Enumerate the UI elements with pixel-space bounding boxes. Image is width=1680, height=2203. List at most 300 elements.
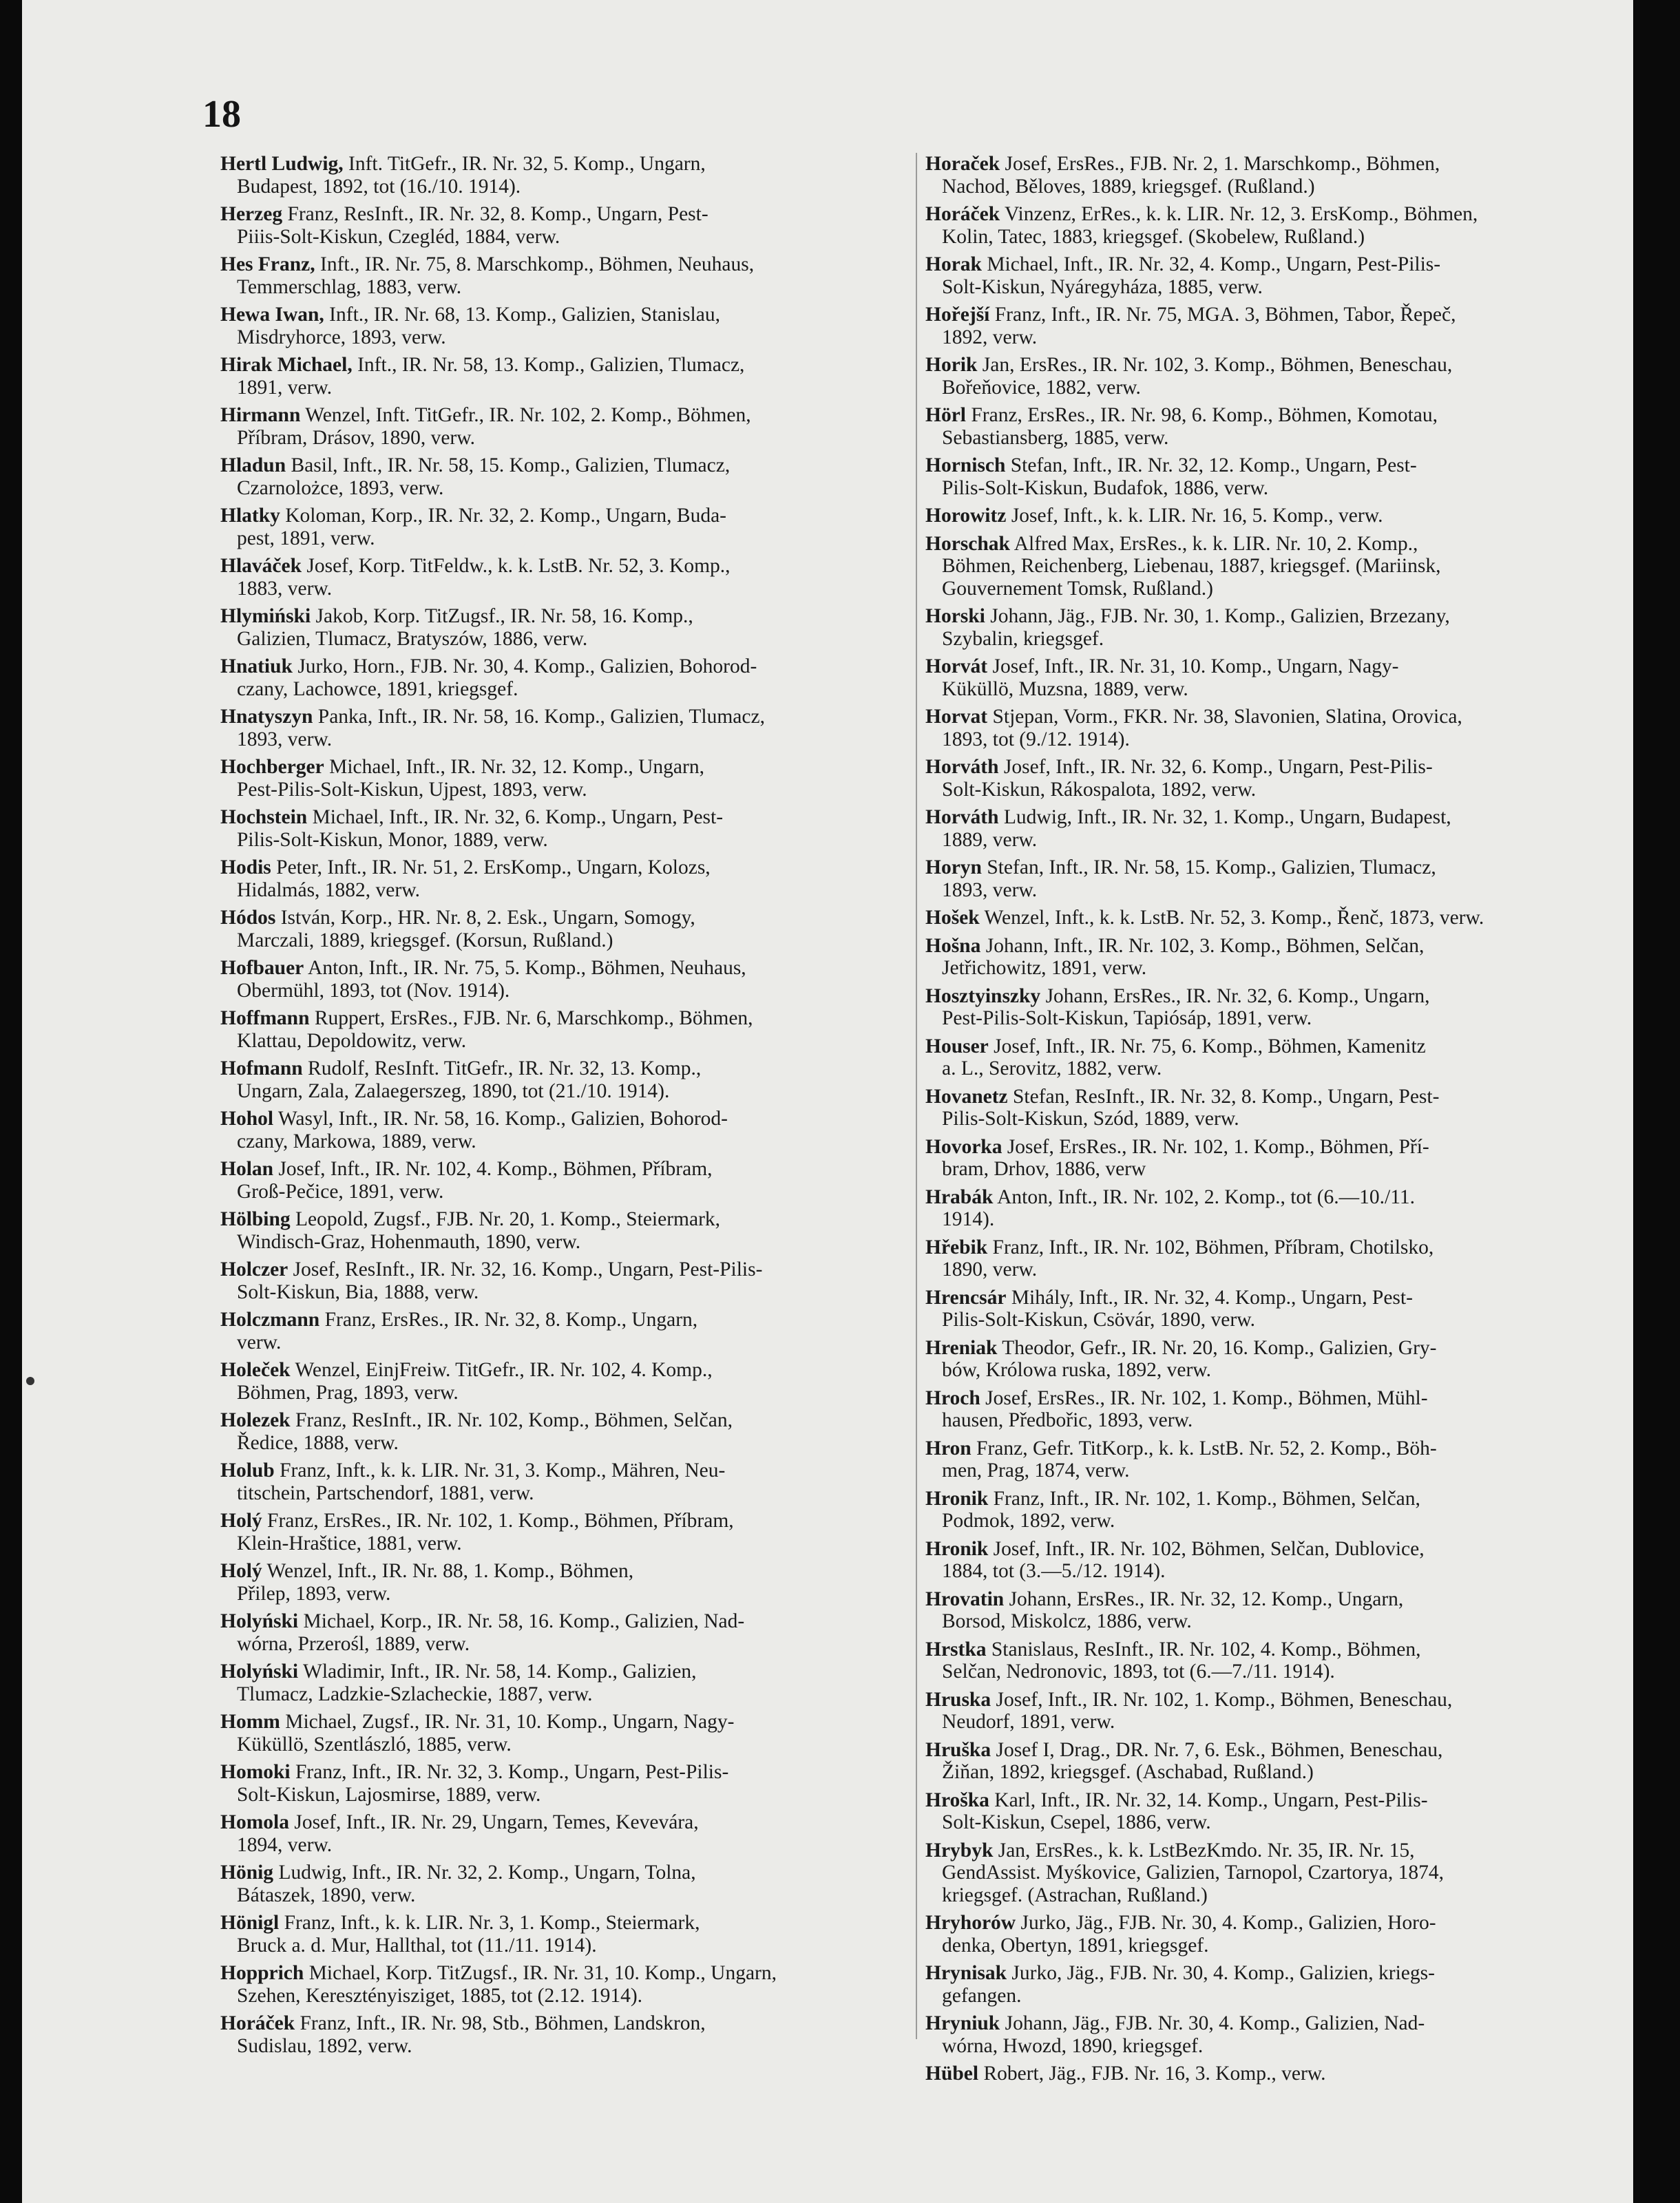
list-item [220, 1811, 909, 1856]
entry-text: Jakob, Korp. TitZugsf., IR. Nr. 58, 16. Komp., [315, 605, 693, 627]
list-item [220, 1560, 909, 1605]
list-item [925, 1638, 1633, 1683]
entry-line [220, 505, 909, 527]
entry-text: Michael, Inft., IR. Nr. 32, 4. Komp., Ungarn, Pest-Pilis- [987, 253, 1441, 275]
entry-text: Bořeňovice, 1882, verw. [942, 376, 1141, 399]
entry-text: 1883, verw. [237, 577, 333, 600]
entry-text: 1892, verw. [942, 326, 1038, 348]
entry-text: Gouvernement Tomsk, Rußland.) [942, 577, 1213, 600]
entry-name: Hroch [925, 1387, 980, 1409]
list-item [925, 2063, 1633, 2085]
entry-text: Michael, Korp. TitZugsf., IR. Nr. 31, 10. Komp., Ungarn, [308, 1962, 777, 1984]
entry-text: Michael, Korp., IR. Nr. 58, 16. Komp., Galizien, Nad- [303, 1610, 745, 1632]
entry-text: Mihály, Inft., IR. Nr. 32, 4. Komp., Ungarn, Pest- [1011, 1286, 1413, 1309]
entry-text: Josef, Inft., IR. Nr. 102, Böhmen, Selčan, Dublovice, [993, 1537, 1425, 1560]
list-item [220, 655, 909, 700]
entry-line [925, 1711, 1633, 1733]
list-item [220, 2012, 909, 2057]
entry-text: verw. [237, 1331, 282, 1353]
entry-line [220, 1510, 909, 1532]
entry-name: Horváth [925, 756, 999, 778]
entry-text: Stefan, Inft., IR. Nr. 32, 12. Komp., Ungarn, Pest- [1010, 454, 1417, 476]
list-item [925, 304, 1633, 348]
entry-line [925, 856, 1633, 879]
entry-text: Franz, ResInft., IR. Nr. 32, 8. Komp., Ungarn, Pest- [287, 203, 708, 225]
entry-name: Hryhorów [925, 1912, 1016, 1934]
list-item [220, 505, 909, 549]
entry-line [220, 1030, 909, 1053]
entry-line [925, 1862, 1633, 1884]
entry-text: 1914). [942, 1208, 995, 1230]
entry-name: Hrynisak [925, 1962, 1007, 1984]
list-item [925, 1962, 1633, 2007]
left-column [220, 153, 909, 2063]
list-item [220, 1007, 909, 1052]
list-item [925, 1236, 1633, 1281]
entry-text: Ludwig, Inft., IR. Nr. 32, 1. Komp., Ungarn, Budapest, [1003, 806, 1451, 828]
entry-line [925, 1409, 1633, 1432]
list-item [220, 706, 909, 750]
entry-line [925, 1588, 1633, 1611]
entry-line [925, 985, 1633, 1008]
entry-text: 1889, verw. [942, 828, 1038, 851]
entry-text: Wenzel, Inft. TitGefr., IR. Nr. 102, 2. Komp., Böhmen, [305, 404, 751, 426]
entry-text: Solt-Kiskun, Rákospalota, 1892, verw. [942, 778, 1257, 801]
entry-text: Windisch-Graz, Hohenmauth, 1890, verw. [237, 1230, 581, 1253]
list-item [220, 756, 909, 801]
entry-line [925, 1560, 1633, 1583]
entry-text: Ruppert, ErsRes., FJB. Nr. 6, Marschkomp., Böhmen, [314, 1007, 753, 1029]
entry-line [220, 477, 909, 500]
entry-text: Wenzel, Inft., k. k. LstB. Nr. 52, 3. Komp., Řenč, 1873, verw. [984, 907, 1484, 929]
entry-text: Pest-Pilis-Solt-Kiskun, Tapiósáp, 1891, verw. [942, 1007, 1312, 1029]
entry-line [925, 935, 1633, 958]
entry-line [220, 706, 909, 728]
list-item [220, 856, 909, 901]
entry-line [925, 2012, 1633, 2035]
entry-name: Hodis [220, 856, 271, 878]
entry-name: Hronik [925, 1487, 989, 1510]
entry-text: Johann, Jäg., FJB. Nr. 30, 1. Komp., Galizien, Brzezany, [990, 605, 1450, 627]
entry-name: Hódos [220, 907, 276, 929]
entry-text: 1894, verw. [237, 1833, 333, 1856]
entry-name: Hrencsár [925, 1286, 1007, 1309]
entry-line [220, 1834, 909, 1857]
entry-text: Wasyl, Inft., IR. Nr. 58, 16. Komp., Galizien, Bohorod- [277, 1108, 728, 1130]
entry-name: Hes Franz, [220, 253, 315, 275]
entry-name: Hošek [925, 907, 980, 929]
entry-text: Solt-Kiskun, Csepel, 1886, verw. [942, 1811, 1211, 1833]
entry-text: 1893, verw. [237, 728, 333, 750]
entry-name: Horschak [925, 532, 1010, 555]
entry-line [220, 1158, 909, 1181]
entry-name: Hruska [925, 1688, 991, 1711]
entry-text: Rudolf, ResInft. TitGefr., IR. Nr. 32, 13. Komp., [308, 1057, 702, 1079]
entry-name: Hlymiński [220, 605, 311, 627]
entry-line [220, 728, 909, 751]
entry-name: Hertl Ludwig, [220, 153, 344, 175]
entry-line [220, 1258, 909, 1281]
entry-text: Přilep, 1893, verw. [237, 1582, 391, 1605]
entry-text: Klattau, Depoldowitz, verw. [237, 1029, 467, 1052]
entry-name: Hreniak [925, 1336, 998, 1359]
entry-name: Hnatiuk [220, 655, 293, 677]
entry-name: Horski [925, 605, 985, 627]
right-column [925, 153, 1633, 2091]
entry-text: Szybalin, kriegsgef. [942, 627, 1104, 650]
entry-name: Horyn [925, 856, 982, 878]
entry-text: Wenzel, EinjFreiw. TitGefr., IR. Nr. 102, 4. Komp., [295, 1359, 713, 1381]
entry-line [220, 1912, 909, 1935]
entry-line [925, 1108, 1633, 1130]
entry-text: men, Prag, 1874, verw. [942, 1459, 1130, 1482]
entry-line [220, 907, 909, 929]
entry-line [220, 1007, 909, 1030]
entry-text: Panka, Inft., IR. Nr. 58, 16. Komp., Galizien, Tlumacz, [317, 706, 765, 728]
entry-line [220, 856, 909, 879]
list-item [220, 1258, 909, 1303]
list-item [925, 454, 1633, 499]
entry-line [220, 1532, 909, 1555]
entry-line [925, 907, 1633, 929]
entry-text: Franz, Inft., k. k. LIR. Nr. 3, 1. Komp., Steiermark, [284, 1912, 700, 1934]
entry-line [925, 1610, 1633, 1633]
entry-line [925, 1884, 1633, 1907]
entry-line [220, 1409, 909, 1432]
entry-line [220, 354, 909, 377]
entry-line [220, 779, 909, 801]
page-number: 18 [202, 93, 241, 136]
entry-text: Franz, Inft., IR. Nr. 75, MGA. 3, Böhmen, Tabor, Řepeč, [994, 304, 1456, 326]
entry-line [925, 377, 1633, 399]
entry-text: pest, 1891, verw. [237, 527, 375, 549]
entry-line [925, 578, 1633, 600]
entry-name: Horak [925, 253, 982, 275]
entry-name: Horáček [220, 2012, 295, 2034]
list-item [220, 1962, 909, 2007]
list-item [925, 203, 1633, 248]
entry-name: Hofbauer [220, 957, 304, 979]
entry-line [220, 1583, 909, 1605]
list-item [925, 1136, 1633, 1181]
entry-line [220, 153, 909, 176]
entry-line [925, 957, 1633, 980]
entry-name: Hosztyinszky [925, 984, 1041, 1007]
entry-line [220, 1130, 909, 1153]
list-item [220, 304, 909, 348]
entry-line [220, 1382, 909, 1404]
entry-text: bów, Królowa ruska, 1892, verw. [942, 1359, 1212, 1381]
list-item [925, 856, 1633, 901]
entry-text: Solt-Kiskun, Nyáregyháza, 1885, verw. [942, 275, 1263, 298]
entry-line [925, 779, 1633, 801]
entry-line [220, 2035, 909, 2058]
list-item [925, 756, 1633, 801]
entry-text: Žiňan, 1892, kriegsgef. (Aschabad, Rußland.) [942, 1761, 1314, 1783]
entry-line [220, 1610, 909, 1633]
list-item [925, 1086, 1633, 1130]
entry-name: Hornisch [925, 454, 1006, 476]
entry-text: Galizien, Tlumacz, Bratyszów, 1886, verw. [237, 627, 588, 650]
list-item [220, 153, 909, 198]
entry-line [925, 326, 1633, 349]
list-item [220, 203, 909, 248]
entry-line [925, 1387, 1633, 1410]
list-item [925, 935, 1633, 980]
entry-line [925, 1912, 1633, 1935]
entry-name: Hirmann [220, 404, 301, 426]
entry-name: Horaček [925, 153, 1000, 175]
list-item [925, 1437, 1633, 1482]
entry-line [925, 1007, 1633, 1030]
entry-name: Holeček [220, 1359, 291, 1381]
entry-text: Podmok, 1892, verw. [942, 1510, 1115, 1532]
entry-line [220, 226, 909, 249]
entry-name: Holyński [220, 1610, 299, 1632]
entry-text: Selčan, Nedronovic, 1893, tot (6.—7./11. 1914). [942, 1661, 1335, 1683]
entry-line [220, 176, 909, 198]
entry-text: Neudorf, 1891, verw. [942, 1711, 1115, 1733]
entry-text: Franz, Inft., k. k. LIR. Nr. 31, 3. Komp., Mähren, Neu- [280, 1459, 726, 1482]
entry-line [925, 1359, 1633, 1382]
entry-name: Horowitz [925, 505, 1007, 527]
entry-name: Hruška [925, 1738, 991, 1761]
entry-line [220, 1962, 909, 1985]
list-item [220, 404, 909, 449]
entry-line [220, 1459, 909, 1482]
entry-text: Franz, ErsRes., IR. Nr. 98, 6. Komp., Böhmen, Komotau, [971, 404, 1438, 426]
entry-line [925, 1186, 1633, 1209]
entry-text: Michael, Inft., IR. Nr. 32, 12. Komp., Ungarn, [329, 756, 704, 778]
entry-line [220, 1761, 909, 1784]
entry-text: Stefan, Inft., IR. Nr. 58, 15. Komp., Galizien, Tlumacz, [987, 856, 1436, 878]
entry-line [925, 1158, 1633, 1181]
entry-text: kriegsgef. (Astrachan, Rußland.) [942, 1884, 1208, 1906]
entry-text: Josef, ErsRes., IR. Nr. 102, 1. Komp., Böhmen, Mühl- [985, 1387, 1428, 1409]
entry-name: Horváth [925, 806, 999, 828]
entry-text: Josef, Inft., IR. Nr. 102, 1. Komp., Böhmen, Beneschau, [996, 1688, 1453, 1711]
entry-text: Pilis-Solt-Kiskun, Csövár, 1890, verw. [942, 1309, 1255, 1331]
entry-line [925, 628, 1633, 651]
entry-text: Küküllö, Muzsna, 1889, verw. [942, 677, 1188, 700]
entry-name: Houser [925, 1035, 989, 1057]
list-item [220, 1610, 909, 1655]
entry-line [925, 1035, 1633, 1058]
entry-text: Obermühl, 1893, tot (Nov. 1914). [237, 979, 510, 1002]
entry-line [925, 1459, 1633, 1482]
entry-name: Holezek [220, 1409, 291, 1431]
entry-line [925, 829, 1633, 852]
entry-text: Szehen, Keresztényisziget, 1885, tot (2.12. 1914). [237, 1984, 643, 2007]
entry-line [220, 326, 909, 349]
entry-name: Hönigl [220, 1912, 280, 1934]
entry-name: Homm [220, 1711, 280, 1733]
entry-text: Inft., IR. Nr. 75, 8. Marschkomp., Böhmen, Neuhaus, [320, 253, 755, 275]
entry-text: Josef, Inft., IR. Nr. 32, 6. Komp., Ungarn, Pest-Pilis- [1003, 756, 1433, 778]
list-item [925, 1588, 1633, 1633]
list-item [925, 153, 1633, 198]
list-item [220, 1409, 909, 1454]
entry-name: Hewa Iwan, [220, 304, 324, 326]
entry-name: Hölbing [220, 1208, 291, 1230]
entry-line [925, 253, 1633, 276]
entry-text: 1884, tot (3.—5./12. 1914). [942, 1560, 1166, 1582]
list-item [220, 1208, 909, 1253]
entry-line [925, 304, 1633, 326]
entry-name: Holý [220, 1560, 262, 1582]
entry-name: Holyński [220, 1661, 299, 1683]
entry-text: Pilis-Solt-Kiskun, Budafok, 1886, verw. [942, 476, 1269, 499]
entry-text: Franz, Inft., IR. Nr. 102, 1. Komp., Böhmen, Selčan, [993, 1487, 1420, 1510]
entry-text: a. L., Serovitz, 1882, verw. [942, 1057, 1162, 1079]
entry-line [220, 628, 909, 651]
entry-line [925, 1086, 1633, 1108]
list-item [925, 1387, 1633, 1432]
entry-text: Wladimir, Inft., IR. Nr. 58, 14. Komp., Galizien, [302, 1661, 697, 1683]
entry-name: Hošna [925, 934, 981, 957]
entry-text: Leopold, Zugsf., FJB. Nr. 20, 1. Komp., Steiermark, [295, 1208, 721, 1230]
entry-line [925, 2035, 1633, 2058]
entry-line [925, 354, 1633, 377]
list-item [925, 1789, 1633, 1834]
entry-name: Hovorka [925, 1135, 1002, 1158]
list-item [220, 957, 909, 1002]
entry-text: Groß-Pečice, 1891, verw. [237, 1180, 444, 1203]
entry-name: Hroška [925, 1789, 989, 1811]
entry-line [925, 176, 1633, 198]
entry-line [220, 427, 909, 450]
entry-name: Hoffmann [220, 1007, 310, 1029]
entry-name: Hlatky [220, 505, 280, 527]
entry-text: Franz, Gefr. TitKorp., k. k. LstB. Nr. 52, 2. Komp., Böh- [976, 1437, 1437, 1459]
entry-line [925, 1761, 1633, 1784]
entry-text: Vinzenz, ErRes., k. k. LIR. Nr. 12, 3. ErsKomp., Böhmen, [1004, 203, 1478, 225]
list-item [925, 1488, 1633, 1532]
entry-text: Borsod, Miskolcz, 1886, verw. [942, 1610, 1192, 1632]
entry-line [925, 1789, 1633, 1812]
entry-line [220, 1359, 909, 1382]
entry-name: Hofmann [220, 1057, 303, 1079]
entry-text: Pilis-Solt-Kiskun, Szód, 1889, verw. [942, 1108, 1239, 1130]
entry-text: Josef, ErsRes., FJB. Nr. 2, 1. Marschkomp., Böhmen, [1005, 153, 1440, 175]
entry-text: Josef, ResInft., IR. Nr. 32, 16. Komp., Ungarn, Pest-Pilis- [293, 1258, 763, 1280]
entry-name: Holczer [220, 1258, 288, 1280]
entry-name: Hryniuk [925, 2012, 1000, 2034]
entry-name: Hübel [925, 2063, 979, 2085]
entry-line [220, 2012, 909, 2035]
entry-name: Herzeg [220, 203, 283, 225]
entry-text: Inft. TitGefr., IR. Nr. 32, 5. Komp., Ungarn, [348, 153, 706, 175]
entry-text: Anton, Inft., IR. Nr. 102, 2. Komp., tot (6.—10./11. [997, 1185, 1416, 1208]
entry-text: Jan, ErsRes., k. k. LstBezKmdo. Nr. 35, IR. Nr. 15, [998, 1839, 1415, 1862]
list-item [925, 1186, 1633, 1231]
list-item [925, 354, 1633, 399]
entry-line [220, 304, 909, 326]
entry-text: Josef, ErsRes., IR. Nr. 102, 1. Komp., Böhmen, Pří- [1007, 1135, 1429, 1158]
entry-line [220, 806, 909, 829]
entry-text: Alfred Max, ErsRes., k. k. LIR. Nr. 10, 2. Komp., [1014, 532, 1418, 555]
entry-line [220, 1181, 909, 1203]
column-divider [916, 153, 917, 2039]
entry-text: hausen, Předbořic, 1893, verw. [942, 1409, 1193, 1431]
entry-name: Holý [220, 1510, 262, 1532]
list-item [925, 253, 1633, 298]
entry-text: Misdryhorce, 1893, verw. [237, 326, 446, 348]
entry-line [220, 929, 909, 952]
entry-line [220, 527, 909, 550]
entry-name: Hřebik [925, 1236, 988, 1258]
entry-text: Kolin, Tatec, 1883, kriegsgef. (Skobelew, Rußland.) [942, 225, 1365, 248]
entry-name: Hladun [220, 454, 286, 476]
entry-line [220, 555, 909, 578]
list-item [220, 806, 909, 851]
entry-text: 1893, tot (9./12. 1914). [942, 728, 1130, 750]
list-item [220, 1711, 909, 1756]
entry-line [925, 1985, 1633, 2007]
entry-text: Franz, Inft., IR. Nr. 102, Böhmen, Příbram, Chotilsko, [992, 1236, 1434, 1258]
entry-text: Josef, Inft., k. k. LIR. Nr. 16, 5. Komp., verw. [1011, 505, 1383, 527]
entry-text: Josef, Korp. TitFeldw., k. k. LstB. Nr. 52, 3. Komp., [306, 555, 731, 577]
list-item [220, 1108, 909, 1152]
entry-text: Johann, Inft., IR. Nr. 102, 3. Komp., Böhmen, Selčan, [985, 934, 1425, 957]
entry-line [220, 829, 909, 852]
entry-line [925, 533, 1633, 556]
entry-line [220, 1309, 909, 1331]
entry-line [925, 1661, 1633, 1683]
entry-line [925, 477, 1633, 500]
list-item [925, 404, 1633, 449]
list-item [220, 605, 909, 650]
entry-line [220, 1784, 909, 1806]
list-item [925, 533, 1633, 600]
entry-text: Anton, Inft., IR. Nr. 75, 5. Komp., Böhmen, Neuhaus, [308, 957, 746, 979]
entry-line [220, 1331, 909, 1354]
entry-line [925, 1510, 1633, 1532]
list-item [925, 1287, 1633, 1331]
entry-line [925, 1962, 1633, 1985]
entry-name: Hohol [220, 1108, 274, 1130]
entry-text: Jurko, Jäg., FJB. Nr. 30, 4. Komp., Galizien, kriegs- [1011, 1962, 1435, 1984]
ink-blot [26, 1377, 34, 1385]
entry-text: Koloman, Korp., IR. Nr. 32, 2. Komp., Ungarn, Buda- [285, 505, 726, 527]
entry-text: Solt-Kiskun, Bia, 1888, verw. [237, 1280, 479, 1303]
entry-line [925, 1057, 1633, 1080]
entry-name: Hovanetz [925, 1085, 1008, 1108]
entry-line [220, 253, 909, 276]
entry-text: Budapest, 1892, tot (16./10. 1914). [237, 175, 521, 198]
entry-text: Franz, ResInft., IR. Nr. 102, Komp., Böhmen, Selčan, [295, 1409, 733, 1431]
entry-name: Homola [220, 1811, 289, 1833]
entry-line [925, 1811, 1633, 1834]
entry-line [925, 1236, 1633, 1259]
entry-name: Hořejší [925, 304, 990, 326]
entry-text: Jetřichowitz, 1891, verw. [942, 957, 1147, 979]
entry-name: Horvat [925, 706, 988, 728]
list-item [925, 2012, 1633, 2057]
entry-text: Jurko, Horn., FJB. Nr. 30, 4. Komp., Galizien, Bohorod- [297, 655, 757, 677]
entry-line [220, 276, 909, 299]
entry-line [220, 1935, 909, 1957]
entry-name: Holczmann [220, 1309, 320, 1331]
entry-text: Johann, ErsRes., IR. Nr. 32, 6. Komp., Ungarn, [1045, 984, 1430, 1007]
list-item [220, 1158, 909, 1203]
entry-line [925, 505, 1633, 527]
entry-line [220, 1661, 909, 1683]
entry-line [925, 153, 1633, 176]
list-item [220, 1510, 909, 1554]
entry-line [925, 1437, 1633, 1460]
entry-text: Ungarn, Zala, Zalaegerszeg, 1890, tot (21./10. 1914). [237, 1079, 670, 1102]
